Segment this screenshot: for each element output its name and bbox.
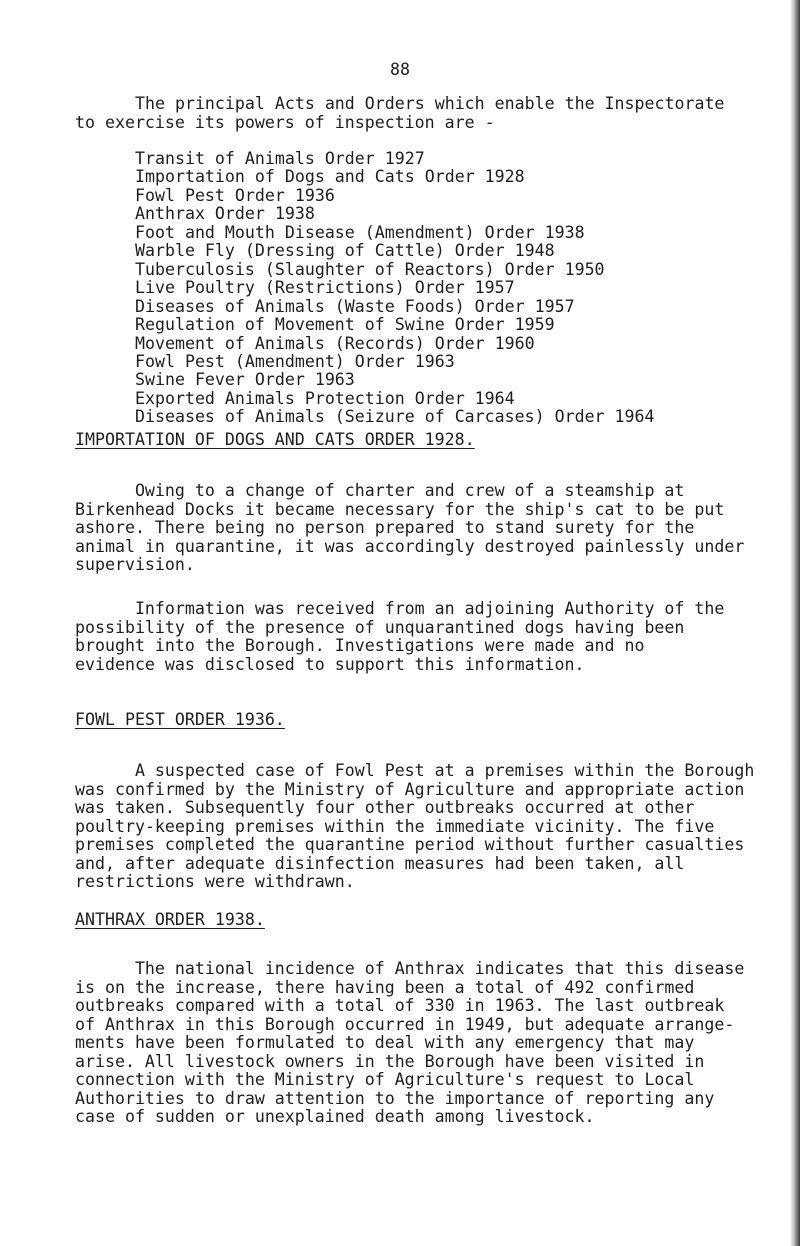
intro-line-2: to exercise its powers of inspection are - (75, 112, 495, 132)
order-item: Swine Fever Order 1963 (135, 370, 355, 390)
order-item: Fowl Pest (Amendment) Order 1963 (135, 351, 455, 371)
order-item: Importation of Dogs and Cats Order 1928 (135, 167, 525, 187)
order-item: Tuberculosis (Slaughter of Reactors) Order 1950 (135, 259, 605, 279)
anthrax-paragraph: The national incidence of Anthrax indicates that this disease is on the increase, there having been a total of 492 confirmed outbreaks compared with a total of 330 in 1963. The last outbreak of Anthrax in this Borough occurred in 1949, but adequate arrange- ments have been formulated to deal with any emergency that may arise. All livestock owners in the Borough have been visited in connection with the Ministry of Agriculture's request to Local Authorities to draw attention to the importance of reporting any case of sudden or unexplained death among livestock. (75, 959, 745, 1126)
page-number: 88 (390, 60, 410, 79)
order-item: Warble Fly (Dressing of Cattle) Order 1948 (135, 241, 555, 261)
intro-paragraph (75, 95, 795, 132)
order-item: Exported Animals Protection Order 1964 (135, 388, 515, 408)
section-heading-fowl-pest: FOWL PEST ORDER 1936. (75, 710, 285, 729)
order-item: Movement of Animals (Records) Order 1960 (135, 333, 535, 353)
dogs-cats-paragraph-1: Owing to a change of charter and crew of a steamship at Birkenhead Docks it became necessary for the ship's cat to be put ashore. There being no person prepared to stand surety for the animal in quarantine, it was accordingly destroyed painlessly under supervision. (75, 481, 745, 574)
scan-page-edge (790, 0, 800, 1246)
section-heading-dogs-cats: IMPORTATION OF DOGS AND CATS ORDER 1928. (75, 430, 475, 449)
dogs-cats-paragraph-2: Information was received from an adjoining Authority of the possibility of the presence of unquarantined dogs having been brought into the Borough. Investigations were made and no evidence was disclosed to support this information. (75, 599, 725, 674)
order-item: Diseases of Animals (Seizure of Carcases) Order 1964 (135, 407, 655, 427)
order-item: Regulation of Movement of Swine Order 1959 (135, 315, 555, 335)
section-heading-anthrax: ANTHRAX ORDER 1938. (75, 910, 265, 929)
order-item: Transit of Animals Order 1927 (135, 149, 425, 168)
order-item: Foot and Mouth Disease (Amendment) Order 1938 (135, 222, 585, 242)
order-item: Diseases of Animals (Waste Foods) Order 1957 (135, 296, 575, 316)
order-item: Anthrax Order 1938 (135, 204, 315, 224)
orders-list (135, 150, 655, 427)
order-item: Fowl Pest Order 1936 (135, 185, 335, 205)
order-item: Live Poultry (Restrictions) Order 1957 (135, 278, 515, 298)
fowl-pest-paragraph: A suspected case of Fowl Pest at a premises within the Borough was confirmed by the Ministry of Agriculture and appropriate action was taken. Subsequently four other outbreaks occurred at other poultry-keeping premises within the immediate vicinity. The five premises completed the quarantine period without further casualties and, after adequate disinfection measures had been taken, all restrictions were withdrawn. (75, 761, 755, 891)
intro-line-1: The principal Acts and Orders which enable the Inspectorate (135, 94, 725, 113)
